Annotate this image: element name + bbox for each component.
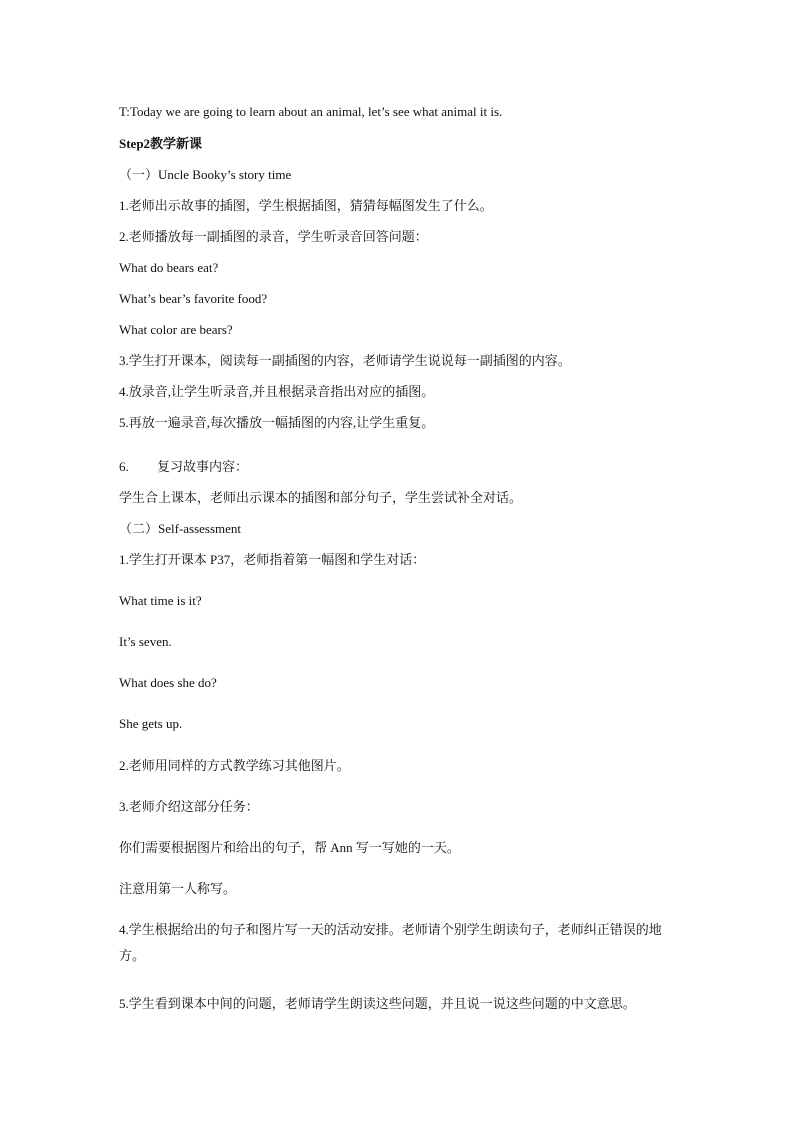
step-item-1: 1.老师出示故事的插图，学生根据插图，猜猜每幅图发生了什么。: [119, 198, 493, 213]
step-item-5: 5.再放一遍录音,每次播放一幅插图的内容,让学生重复。: [119, 415, 435, 430]
dialogue-line: She gets up.: [119, 716, 183, 731]
paragraph-line: 学生合上课本，老师出示课本的插图和部分句子，学生尝试补全对话。: [119, 490, 523, 505]
dialogue-line: It’s seven.: [119, 634, 172, 649]
assessment-item-5: 5.学生看到课本中间的问题，老师请学生朗读这些问题，并且说一说这些问题的中文意思。: [119, 996, 636, 1011]
assessment-item-1: 1.学生打开课本 P37，老师指着第一幅图和学生对话：: [119, 552, 426, 567]
section-heading-story-time: （一）Uncle Booky’s story time: [119, 167, 292, 182]
step-item-6-text: 复习故事内容：: [157, 459, 249, 474]
step-item-2: 2.老师播放每一副插图的录音，学生听录音回答问题：: [119, 229, 428, 244]
assessment-item-2: 2.老师用同样的方式教学练习其他图片。: [119, 758, 350, 773]
step-item-4: 4.放录音,让学生听录音,并且根据录音指出对应的插图。: [119, 384, 435, 399]
question-line: What do bears eat?: [119, 260, 219, 275]
dialogue-line: What does she do?: [119, 675, 217, 690]
question-line: What’s bear’s favorite food?: [119, 291, 268, 306]
step-item-3: 3.学生打开课本，阅读每一副插图的内容，老师请学生说说每一副插图的内容。: [119, 353, 571, 368]
task-description: 你们需要根据图片和给出的句子，帮 Ann 写一写她的一天。: [119, 840, 460, 855]
dialogue-line: What time is it?: [119, 593, 202, 608]
step-heading: Step2教学新课: [119, 136, 203, 151]
section-heading-self-assessment: （二）Self-assessment: [119, 521, 242, 536]
assessment-item-4: 4.学生根据给出的句子和图片写一天的活动安排。老师请个别学生朗读句子，老师纠正错误的地方。: [119, 922, 662, 963]
step-item-6-number: 6.: [119, 459, 129, 474]
assessment-item-3: 3.老师介绍这部分任务：: [119, 799, 259, 814]
question-line: What color are bears?: [119, 322, 233, 337]
step-item-6: [119, 459, 248, 475]
task-note: 注意用第一人称写。: [119, 881, 237, 896]
intro-line: T:Today we are going to learn about an animal, let’s see what animal it is.: [119, 104, 503, 119]
